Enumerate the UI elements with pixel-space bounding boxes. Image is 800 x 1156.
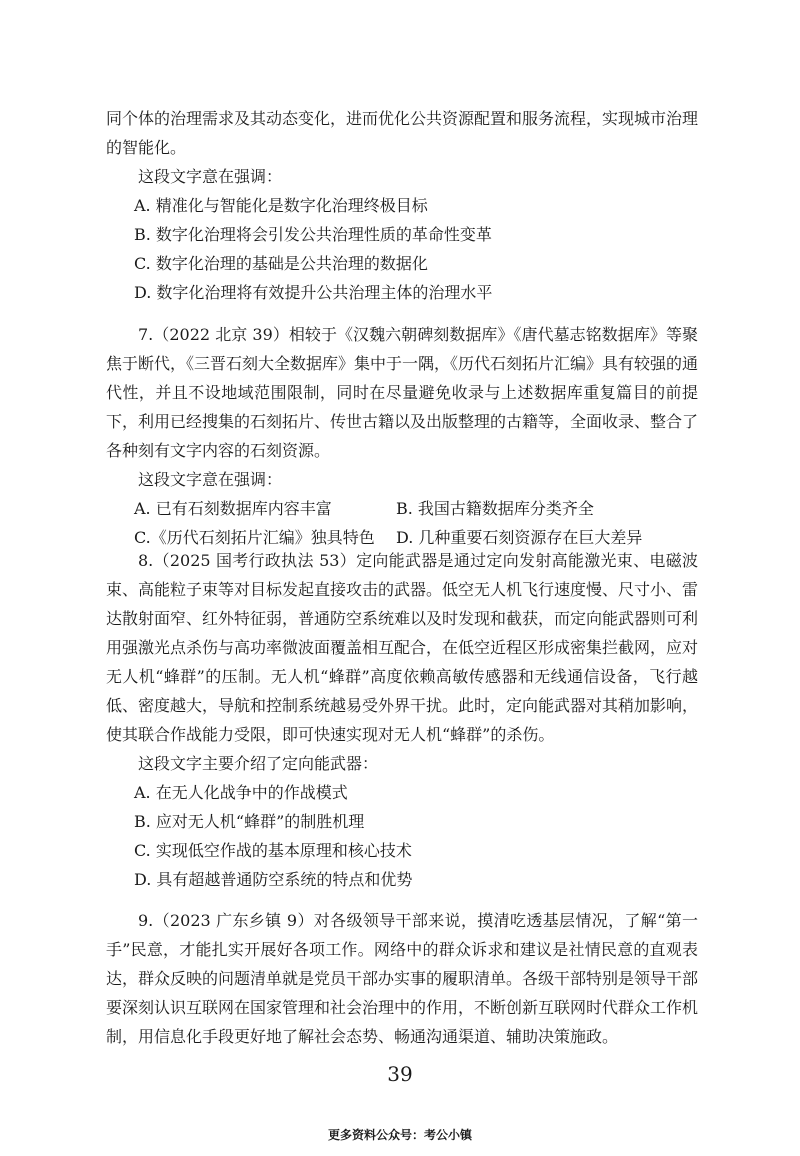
q9-stem: 9.（2023 广东乡镇 9）对各级领导干部来说，摸清吃透基层情况，了解“第一手”民意，才能扎实开展好各项工作。网络中的群众诉求和建议是社情民意的直观表达，群众反映的问题清单就是党员干部办实事的履职清单。各级干部特别是领导干部要深刻认识互联网在国家管理和社会治理中的作用，不断创新互联网时代群众工作机制，用信息化手段更好地了解社会态势、畅通沟通渠道、辅助决策施政。 [106,911,699,1046]
q7-option-d: D. 几种重要石刻资源存在巨大差异 [396,528,643,547]
footer-note: 更多资料公众号：考公小镇 [327,1128,472,1142]
q6-continuation-text: 同个体的治理需求及其动态变化，进而优化公共资源配置和服务流程，实现城市治理的智能化。 [106,109,699,157]
q6-option-d: D. 数字化治理将有效提升公共治理主体的治理水平 [134,283,493,302]
q7-option-a: A. 已有石刻数据库内容丰富 [134,499,332,518]
question-8-block [106,546,698,894]
q7-prompt: 这段文字意在强调： [138,470,283,489]
q7-option-b: B. 我国古籍数据库分类齐全 [396,499,594,518]
page-number: 39 [387,1062,413,1086]
q8-option-d: D. 具有超越普通防空系统的特点和优势 [134,870,413,889]
question-9-block [106,906,698,1051]
q8-option-b: B. 应对无人机“蜂群”的制胜机理 [134,812,365,831]
q8-stem: 8.（2025 国考行政执法 53）定向能武器是通过定向发射高能激光束、电磁波束、高能粒子束等对目标发起直接攻击的武器。低空无人机飞行速度慢、尺寸小、雷达散射面窄、红外特征弱，普通防空系统难以及时发现和截获，而定向能武器则可利用强激光点杀伤与高功率微波面覆盖相互配合，在低空近程区形成密集拦截网，应对无人机“蜂群”的压制。无人机“蜂群”高度依赖高敏传感器和无线通信设备，飞行越低、密度越大，导航和控制系统越易受外界干扰。此时，定向能武器对其稍加影响，使其联合作战能力受限，即可快速实现对无人机“蜂群”的杀伤。 [106,551,699,744]
q6-option-c: C. 数字化治理的基础是公共治理的数据化 [134,254,428,273]
q6-prompt: 这段文字意在强调： [138,167,283,186]
q6-option-b: B. 数字化治理将会引发公共治理性质的革命性变革 [134,225,492,244]
question-7-block [106,320,698,552]
question-6-block [106,104,698,307]
q7-option-c: C.《历代石刻拓片汇编》独具特色 [134,528,375,547]
q6-option-a: A. 精准化与智能化是数字化治理终极目标 [134,196,428,215]
q7-stem: 7.（2022 北京 39）相较于《汉魏六朝碑刻数据库》《唐代墓志铭数据库》等聚焦于断代，《三晋石刻大全数据库》集中于一隅，《历代石刻拓片汇编》具有较强的通代性，并且不设地域范围限制，同时在尽量避免收录与上述数据库重复篇目的前提下，利用已经搜集的石刻拓片、传世古籍以及出版整理的古籍等，全面收录、整合了各种刻有文字内容的石刻资源。 [106,325,699,460]
q8-option-a: A. 在无人化战争中的作战模式 [134,783,348,802]
q7-options-row-1 [106,494,698,523]
q8-option-c: C. 实现低空作战的基本原理和核心技术 [134,841,412,860]
q8-prompt: 这段文字主要介绍了定向能武器： [138,754,379,773]
